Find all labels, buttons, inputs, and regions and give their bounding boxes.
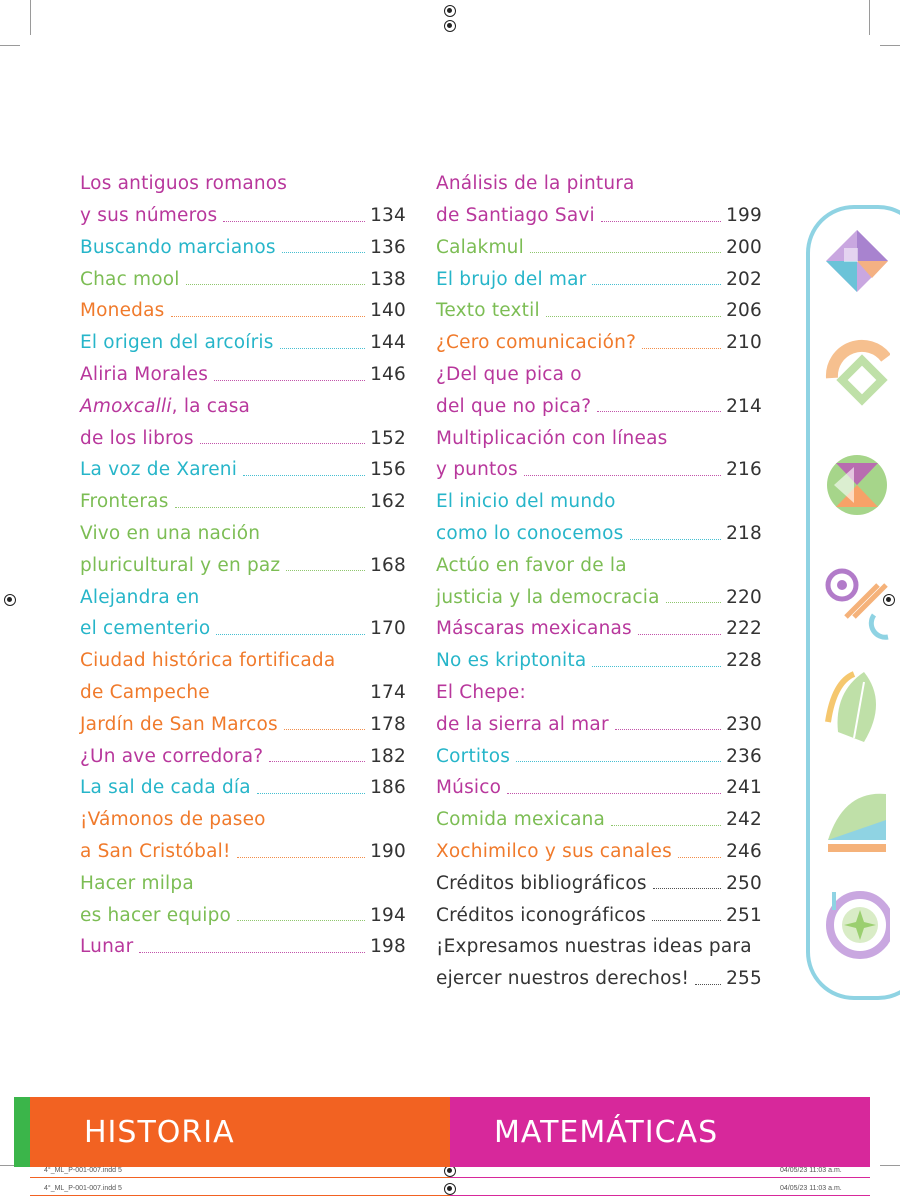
toc-title-part: Buscando marcianos (80, 236, 276, 258)
toc-page-number: 246 (726, 841, 762, 863)
crop-mark (869, 0, 870, 35)
crop-mark (30, 0, 31, 35)
lens-icon (824, 338, 890, 418)
toc-line (436, 639, 762, 671)
footer-historia-label: HISTORIA (84, 1114, 235, 1150)
toc-dot-leader (615, 729, 721, 730)
toc-dot-leader (200, 443, 365, 444)
toc-page-number: 134 (370, 205, 406, 227)
toc-title-part: Créditos iconográficos (436, 904, 647, 926)
toc-title (436, 811, 605, 830)
toc-line (80, 925, 406, 957)
toc-dot-leader (653, 888, 721, 889)
toc-dot-leader (139, 952, 365, 953)
toc-line (436, 671, 762, 703)
toc-dot-leader (611, 825, 721, 826)
toc-title (80, 652, 335, 671)
toc-title (436, 938, 752, 957)
toc-line (80, 226, 406, 258)
toc-title-part: Calakmul (436, 236, 524, 258)
toc-page-number: 218 (726, 523, 762, 545)
toc-line (436, 257, 762, 289)
toc-line (436, 416, 762, 448)
toc-title (80, 334, 274, 353)
registration-mark (444, 20, 456, 32)
toc-title-part: del que no pica? (436, 395, 592, 417)
toc-title-part: como lo conocemos (436, 523, 624, 545)
toc-page-number: 162 (370, 491, 406, 513)
toc-title-part: de la sierra al mar (436, 713, 609, 735)
toc-title (436, 554, 627, 576)
toc-line (80, 353, 406, 385)
toc-line (80, 385, 406, 417)
toc-title-part: el cementerio (80, 618, 211, 640)
toc-title (436, 586, 660, 608)
toc-title (80, 938, 133, 957)
footer-historia-bar (30, 1097, 450, 1167)
toc-title-part: Actúo en favor de la (436, 554, 627, 576)
toc-page-number: 220 (726, 586, 762, 608)
slug-rule (30, 1177, 450, 1178)
toc-dot-leader (284, 729, 365, 730)
toc-title (436, 493, 616, 512)
toc-title-part: El Chepe: (436, 682, 526, 704)
toc-line (436, 162, 762, 194)
toc-dot-leader (652, 920, 721, 921)
toc-title (80, 554, 281, 576)
registration-mark (444, 5, 456, 17)
toc-title (436, 779, 501, 798)
toc-line (80, 257, 406, 289)
toc-title (80, 525, 260, 544)
toc-dot-leader (186, 284, 365, 285)
toc-page-number: 138 (370, 268, 406, 290)
toc-title (80, 302, 165, 321)
toc-title-part: es hacer equipo (80, 904, 232, 926)
spiral-icon (824, 555, 890, 645)
registration-mark (444, 1183, 456, 1195)
toc-page-number: 228 (726, 650, 762, 672)
toc-title (436, 395, 592, 417)
toc-page-number: 222 (726, 618, 762, 640)
toc-line (436, 893, 762, 925)
toc-line (436, 830, 762, 862)
toc-title-part: y sus números (80, 205, 218, 227)
toc-title (80, 586, 200, 608)
toc-dot-leader (695, 984, 721, 985)
toc-line (436, 766, 762, 798)
toc-dot-leader (286, 570, 365, 571)
toc-title (80, 872, 194, 894)
toc-dot-leader (237, 857, 365, 858)
toc-title (436, 904, 647, 926)
toc-page-number: 251 (726, 904, 762, 926)
toc-line (436, 385, 762, 417)
toc-page-number: 236 (726, 745, 762, 767)
toc-title (436, 652, 586, 671)
crop-mark (880, 45, 900, 46)
toc-line (436, 957, 762, 989)
toc-title-part: Texto textil (436, 300, 540, 322)
toc-line (80, 734, 406, 766)
toc-title (80, 684, 210, 703)
toc-page-number: 190 (370, 841, 406, 863)
toc-title-part: Créditos bibliográficos (436, 872, 647, 894)
toc-dot-leader (601, 221, 721, 222)
toc-title-part: Máscaras mexicanas (436, 618, 632, 640)
toc-line (436, 798, 762, 830)
toc-title (436, 461, 518, 480)
toc-page-number: 250 (726, 872, 762, 894)
toc-page-number: 202 (726, 268, 762, 290)
toc-title-part: Fronteras (80, 491, 169, 513)
toc-title (80, 461, 237, 480)
toc-page-number: 194 (370, 904, 406, 926)
toc-title-part: Monedas (80, 300, 165, 322)
toc-dot-leader (257, 793, 365, 794)
toc-title-part: El origen del arcoíris (80, 332, 274, 354)
toc-title (436, 427, 668, 449)
toc-title (80, 811, 266, 830)
toc-line (80, 639, 406, 671)
toc-title-part: Ciudad histórica fortificada (80, 650, 336, 672)
toc-line (436, 289, 762, 321)
toc-line (436, 544, 762, 576)
toc-column-right (436, 162, 762, 989)
slug-rule (450, 1195, 870, 1196)
toc-title (436, 525, 624, 544)
footer-matematicas-bar (450, 1097, 870, 1167)
toc-title (80, 427, 194, 449)
toc-title-part: ¡Expresamos nuestras ideas para (436, 936, 752, 958)
toc-line (436, 448, 762, 480)
toc-line (80, 575, 406, 607)
hourglass-icon (824, 445, 890, 525)
toc-line (436, 480, 762, 512)
toc-line (80, 512, 406, 544)
crop-mark (880, 1165, 900, 1166)
toc-title-part: Lunar (80, 936, 134, 958)
toc-title (436, 268, 587, 290)
registration-mark (4, 594, 16, 606)
slug-file-name: 4°_ML_P-001-007.indd 5 (44, 1167, 122, 1174)
toc-title-part: La voz de Xareni (80, 459, 238, 481)
toc-page-number: 170 (370, 618, 406, 640)
toc-title-part: a San Cristóbal! (80, 841, 231, 863)
toc-title (436, 745, 511, 767)
fan-icon (824, 780, 890, 860)
toc-title (80, 493, 169, 512)
toc-dot-leader (597, 411, 721, 412)
toc-title (436, 713, 609, 735)
toc-dot-leader (223, 221, 365, 222)
toc-title (436, 334, 636, 353)
toc-title-part: Amoxcalli (80, 395, 172, 417)
toc-line (436, 734, 762, 766)
toc-page-number: 214 (726, 395, 762, 417)
toc-line (80, 480, 406, 512)
burst-icon (824, 880, 890, 970)
toc-page-number: 182 (370, 745, 406, 767)
toc-dot-leader (214, 380, 365, 381)
toc-title (80, 713, 278, 735)
toc-dot-leader (524, 475, 721, 476)
toc-dot-leader (546, 316, 721, 317)
toc-dot-leader (530, 252, 721, 253)
toc-line (436, 575, 762, 607)
toc-line (80, 416, 406, 448)
toc-title-part: pluricultural y en paz (80, 554, 281, 576)
toc-dot-leader (171, 316, 366, 317)
toc-title (80, 207, 217, 226)
toc-title-part: Vivo en una nación (80, 523, 261, 545)
toc-page-number: 200 (726, 236, 762, 258)
toc-dot-leader (282, 252, 365, 253)
toc-dot-leader (175, 507, 366, 508)
toc-page-number: 199 (726, 205, 762, 227)
toc-title (436, 970, 689, 989)
toc-page-number: 198 (370, 936, 406, 958)
toc-title (80, 745, 264, 767)
toc-page-number: 206 (726, 300, 762, 322)
toc-line (80, 830, 406, 862)
toc-line (436, 925, 762, 957)
toc-dot-leader (237, 920, 365, 921)
toc-dot-leader (678, 857, 721, 858)
toc-title (80, 904, 232, 926)
toc-title-part: Comida mexicana (436, 809, 606, 831)
toc-page-number: 136 (370, 236, 406, 258)
slug-file-name: 4°_ML_P-001-007.indd 5 (44, 1185, 122, 1192)
toc-dot-leader (280, 348, 365, 349)
toc-line (80, 862, 406, 894)
toc-title-part: Hacer milpa (80, 872, 194, 894)
toc-dot-leader (507, 793, 721, 794)
toc-page-number: 210 (726, 332, 762, 354)
toc-title-part: Multiplicación con líneas (436, 427, 668, 449)
toc-line (436, 607, 762, 639)
toc-title-part: Aliria Morales (80, 364, 209, 386)
toc-page-number: 146 (370, 364, 406, 386)
toc-page-number: 216 (726, 459, 762, 481)
toc-title-part: de Campeche (80, 682, 210, 704)
toc-dot-leader (216, 634, 365, 635)
toc-title (80, 268, 180, 290)
toc-title-part: El brujo del mar (436, 268, 587, 290)
slug-date: 04/05/23 11:03 a.m. (780, 1167, 842, 1174)
toc-title-part: No es kriptonita (436, 650, 587, 672)
toc-page-number: 255 (726, 968, 762, 990)
toc-title (80, 175, 287, 194)
toc-title-part: Cortitos (436, 745, 511, 767)
toc-page-number: 168 (370, 554, 406, 576)
toc-dot-leader (592, 284, 721, 285)
toc-line (80, 544, 406, 576)
toc-line (436, 226, 762, 258)
toc-line (436, 862, 762, 894)
toc-title (436, 175, 635, 194)
toc-title-part: ejercer nuestros derechos! (436, 968, 690, 990)
toc-page-number: 152 (370, 427, 406, 449)
toc-title-part: Alejandra en (80, 586, 200, 608)
toc-dot-leader (666, 602, 721, 603)
toc-line (436, 353, 762, 385)
toc-page-number: 140 (370, 300, 406, 322)
tangram-icon (824, 228, 890, 318)
toc-title (436, 684, 526, 703)
toc-title-part: Análisis de la pintura (436, 173, 635, 195)
toc-title-part: ¿Cero comunicación? (436, 332, 637, 354)
toc-line (80, 448, 406, 480)
toc-title-part: ¡Vámonos de paseo (80, 809, 266, 831)
toc-line (436, 194, 762, 226)
leaf-icon (824, 662, 890, 752)
toc-title (80, 395, 251, 417)
toc-line (436, 512, 762, 544)
toc-dot-leader (642, 348, 721, 349)
toc-title (80, 620, 210, 639)
toc-title-part: La sal de cada día (80, 777, 251, 799)
toc-title (436, 843, 672, 862)
toc-line (80, 607, 406, 639)
toc-line (80, 798, 406, 830)
toc-title-part: ¿Un ave corredora? (80, 745, 264, 767)
toc-dot-leader (269, 761, 365, 762)
footer-matematicas-label: MATEMÁTICAS (494, 1114, 719, 1150)
toc-page-number: 174 (370, 682, 406, 704)
toc-page-number: 241 (726, 777, 762, 799)
toc-title (80, 843, 231, 862)
toc-dot-leader (592, 666, 721, 667)
toc-page-number: 144 (370, 332, 406, 354)
toc-title (80, 236, 276, 258)
toc-title (436, 236, 524, 258)
toc-line (80, 893, 406, 925)
toc-title-part: justicia y la democracia (436, 586, 660, 608)
toc-title-part: , la casa (171, 395, 251, 417)
toc-title (436, 207, 595, 226)
toc-title-part: Chac mool (80, 268, 180, 290)
toc-title-part: de Santiago Savi (436, 205, 595, 227)
toc-title-part: ¿Del que pica o (436, 364, 582, 386)
slug-rule (30, 1195, 450, 1196)
toc-page-number: 178 (370, 713, 406, 735)
toc-page-number: 230 (726, 713, 762, 735)
slug-date: 04/05/23 11:03 a.m. (780, 1185, 842, 1192)
toc-title-part: Jardín de San Marcos (80, 713, 278, 735)
toc-title-part: de los libros (80, 427, 194, 449)
toc-dot-leader (630, 539, 722, 540)
toc-title-part: Los antiguos romanos (80, 173, 288, 195)
toc-dot-leader (516, 761, 721, 762)
toc-line (80, 703, 406, 735)
toc-line (80, 321, 406, 353)
toc-line (436, 703, 762, 735)
toc-page-number: 186 (370, 777, 406, 799)
toc-page-number: 156 (370, 459, 406, 481)
toc-title-part: y puntos (436, 459, 518, 481)
toc-title (436, 302, 540, 321)
toc-dot-leader (638, 634, 721, 635)
toc-line (80, 194, 406, 226)
toc-column-left (80, 162, 406, 957)
toc-line (436, 321, 762, 353)
toc-line (80, 766, 406, 798)
crop-mark (0, 45, 20, 46)
toc-page-number: 242 (726, 809, 762, 831)
toc-line (80, 289, 406, 321)
toc-title (80, 779, 251, 798)
toc-title-part: Músico (436, 777, 502, 799)
toc-line (80, 671, 406, 703)
slug-rule (450, 1177, 870, 1178)
toc-title (80, 366, 208, 385)
toc-title-part: Xochimilco y sus canales (436, 841, 672, 863)
toc-line (80, 162, 406, 194)
toc-title (436, 872, 647, 894)
toc-title (436, 366, 582, 385)
toc-title-part: El inicio del mundo (436, 491, 616, 513)
toc-title (436, 620, 632, 639)
toc-dot-leader (243, 475, 365, 476)
